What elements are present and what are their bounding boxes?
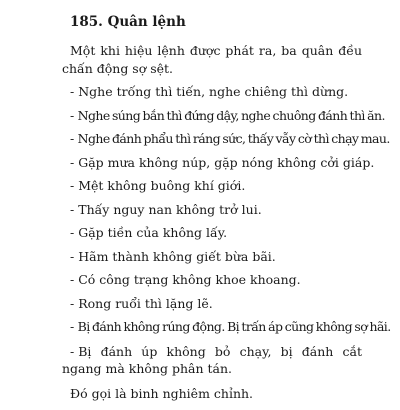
dash-marker: - [70, 131, 74, 146]
list-item-text: Có công trạng không khoe khoang. [78, 272, 301, 287]
list-item-text: Nghe súng bắn thì đứng dậy, nghe chuông đánh thì ăn. [77, 107, 385, 123]
list-item-text: Hãm thành không giết bừa bãi. [78, 248, 276, 264]
list-item-text: Mệt không buông khí giới. [78, 178, 246, 193]
list-item [62, 84, 362, 100]
dash-marker: - [70, 343, 75, 359]
dash-marker: - [70, 201, 75, 217]
list-item [62, 343, 362, 378]
list-item [62, 178, 362, 194]
dash-marker: - [70, 295, 75, 311]
list-item-text: Rong ruổi thì lặng lẽ. [78, 295, 213, 311]
dash-marker: - [70, 248, 75, 264]
dash-marker: - [70, 107, 74, 123]
dash-marker: - [70, 84, 75, 99]
list-item-text: Gặp tiền của không lấy. [78, 225, 228, 240]
list-item [62, 296, 362, 312]
dash-marker: - [70, 154, 75, 170]
list-item-text: Nghe đánh phẩu thì ráng sức, thấy vẫy cờ thì chạy mau. [77, 131, 390, 146]
list-item [62, 131, 390, 147]
section-title: 185. Quân lệnh [70, 14, 186, 30]
list-item [62, 272, 362, 288]
list-item-text: Bị đánh úp không bỏ chạy, bị đánh cắt ngang mà không phân tán. [62, 343, 362, 376]
list-item [62, 225, 362, 241]
closing-paragraph: Đó gọi là binh nghiêm chỉnh. [70, 386, 254, 401]
dash-marker: - [70, 225, 75, 240]
list-item-text: Thấy nguy nan không trở lui. [78, 201, 262, 217]
list-item-text: Gặp mưa không núp, gặp nóng không cởi giáp. [78, 154, 375, 170]
intro-paragraph: Một khi hiệu lệnh được phát ra, ba quân đều chấn động sợ sệt. [62, 43, 362, 76]
list-item [62, 107, 385, 124]
rule-list [62, 84, 391, 378]
list-item [62, 154, 375, 171]
list-item [62, 202, 362, 218]
dash-marker: - [70, 319, 74, 334]
list-item [62, 319, 391, 335]
dash-marker: - [70, 178, 75, 193]
list-item [62, 249, 362, 265]
dash-marker: - [70, 272, 75, 287]
document-page [62, 14, 391, 410]
list-item-text: Nghe trống thì tiến, nghe chiêng thì dừng. [78, 84, 349, 99]
list-item-text: Bị đánh không rúng động. Bị trấn áp cũng không sợ hãi. [77, 319, 391, 334]
